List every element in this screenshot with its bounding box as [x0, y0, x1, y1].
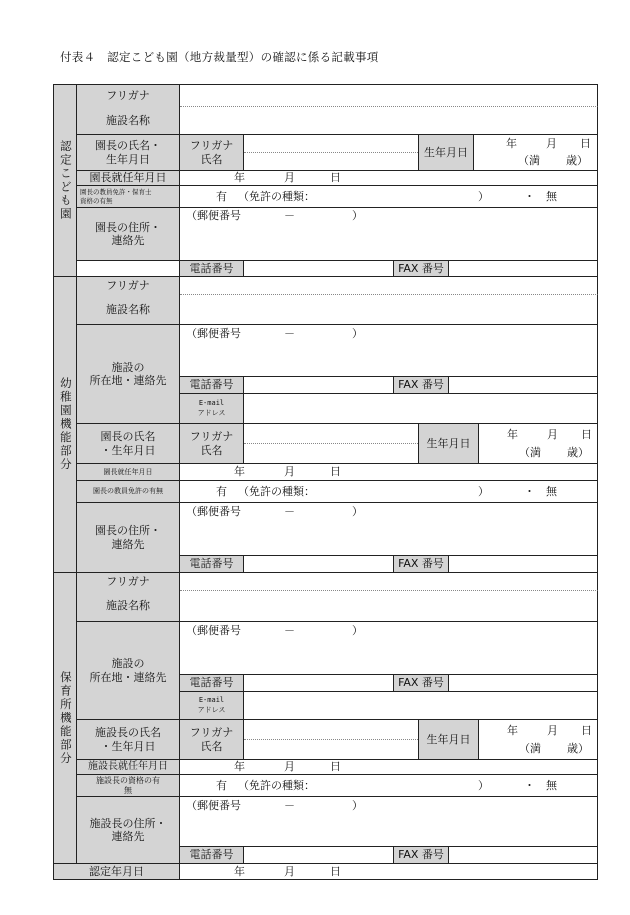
- kodomoen-phone-label: 電話番号: [180, 260, 244, 276]
- kodomoen-name-field[interactable]: [180, 107, 598, 134]
- approval-date-field[interactable]: 年 月 日: [180, 863, 598, 880]
- youchien-qualification-field[interactable]: 有 （免許の種類： ） ・ 無: [180, 480, 598, 502]
- kodomoen-address-label-bottom: [77, 260, 180, 276]
- kodomoen-fax-label: FAX 番号: [394, 260, 449, 276]
- youchien-phone-field[interactable]: [244, 376, 394, 393]
- youchien-side-label: 幼稚園機能部分: [53, 276, 77, 572]
- kodomoen-address-label: 園長の住所・ 連絡先: [77, 207, 180, 260]
- youchien-appointment-field[interactable]: 年 月 日: [180, 463, 598, 480]
- hoikusho-address-field[interactable]: （郵便番号 － ）: [180, 796, 598, 846]
- youchien-appointment-label: 園長就任年月日: [77, 463, 180, 480]
- youchien-address-phone-label: 電話番号: [180, 555, 244, 572]
- hoikusho-qualification-label: 施設長の資格の有 無: [77, 774, 180, 796]
- youchien-furigana-label: フリガナ: [77, 276, 180, 295]
- hoikusho-director-furigana-label: フリガナ 氏名: [180, 719, 244, 759]
- kodomoen-director-name-field[interactable]: [244, 134, 419, 170]
- kodomoen-birthdate-label: 生年月日: [419, 134, 474, 170]
- kodomoen-appointment-label: 園長就任年月日: [77, 170, 180, 185]
- kodomoen-director-name-label: 園長の氏名・ 生年月日: [77, 134, 180, 170]
- hoikusho-phone-label: 電話番号: [180, 674, 244, 691]
- hoikusho-fax-field[interactable]: [449, 674, 598, 691]
- youchien-birthdate-label: 生年月日: [419, 423, 479, 463]
- kodomoen-fax-field[interactable]: [449, 260, 598, 276]
- youchien-fax-field[interactable]: [449, 376, 598, 393]
- youchien-director-furigana-label: フリガナ 氏名: [180, 423, 244, 463]
- youchien-location-field[interactable]: （郵便番号 － ）: [180, 324, 598, 376]
- hoikusho-email-field[interactable]: [244, 691, 598, 719]
- youchien-address-fax-label: FAX 番号: [394, 555, 449, 572]
- youchien-director-name-field[interactable]: [244, 423, 419, 463]
- hoikusho-location-label: 施設の 所在地・連絡先: [77, 621, 180, 719]
- youchien-address-fax-field[interactable]: [449, 555, 598, 572]
- hoikusho-qualification-field[interactable]: 有 （免許の種類： ） ・ 無: [180, 774, 598, 796]
- youchien-fax-label: FAX 番号: [394, 376, 449, 393]
- youchien-email-field[interactable]: [244, 393, 598, 423]
- hoikusho-fax-label: FAX 番号: [394, 674, 449, 691]
- hoikusho-name-label: 施設名称: [77, 591, 180, 621]
- hoikusho-furigana-field[interactable]: [180, 572, 598, 591]
- hoikusho-birthdate-field[interactable]: 年 月 日 （満 歳）: [479, 719, 598, 759]
- approval-date-label: 認定年月日: [53, 863, 180, 880]
- kodomoen-appointment-field[interactable]: 年 月 日: [180, 170, 598, 185]
- youchien-address-field[interactable]: （郵便番号 － ）: [180, 502, 598, 555]
- kodomoen-birthdate-field[interactable]: 年 月 日 （満 歳）: [474, 134, 598, 170]
- hoikusho-address-phone-label: 電話番号: [180, 846, 244, 863]
- youchien-name-field[interactable]: [180, 295, 598, 324]
- kodomoen-name-label: 施設名称: [77, 107, 180, 134]
- youchien-address-phone-field[interactable]: [244, 555, 394, 572]
- hoikusho-address-fax-label: FAX 番号: [394, 846, 449, 863]
- youchien-furigana-field[interactable]: [180, 276, 598, 295]
- kodomoen-qualification-label: 園長の教員免許・保育士 資格の有無: [77, 185, 180, 207]
- hoikusho-name-field[interactable]: [180, 591, 598, 621]
- hoikusho-address-label: 施設長の住所・ 連絡先: [77, 796, 180, 863]
- youchien-birthdate-field[interactable]: 年 月 日 （満 歳）: [479, 423, 598, 463]
- hoikusho-appointment-label: 施設長就任年月日: [77, 759, 180, 774]
- youchien-qualification-label: 園長の教員免許の有無: [77, 480, 180, 502]
- hoikusho-furigana-label: フリガナ: [77, 572, 180, 591]
- hoikusho-location-field[interactable]: （郵便番号 － ）: [180, 621, 598, 674]
- kodomoen-furigana-label: フリガナ: [77, 84, 180, 107]
- hoikusho-director-name-label: 施設長の氏名 ・生年月日: [77, 719, 180, 759]
- youchien-email-label: E-mail アドレス: [180, 393, 244, 423]
- youchien-phone-label: 電話番号: [180, 376, 244, 393]
- kodomoen-side-label: 認定こども園: [53, 84, 77, 276]
- hoikusho-address-phone-field[interactable]: [244, 846, 394, 863]
- kodomoen-director-furigana-label: フリガナ 氏名: [180, 134, 244, 170]
- hoikusho-side-label: 保育所機能部分: [53, 572, 77, 863]
- kodomoen-phone-field[interactable]: [244, 260, 394, 276]
- form-table: [53, 84, 598, 880]
- youchien-address-label: 園長の住所・ 連絡先: [77, 502, 180, 572]
- hoikusho-phone-field[interactable]: [244, 674, 394, 691]
- hoikusho-address-fax-field[interactable]: [449, 846, 598, 863]
- youchien-director-name-label: 園長の氏名 ・生年月日: [77, 423, 180, 463]
- hoikusho-appointment-field[interactable]: 年 月 日: [180, 759, 598, 774]
- hoikusho-birthdate-label: 生年月日: [419, 719, 479, 759]
- hoikusho-email-label: E-mail アドレス: [180, 691, 244, 719]
- youchien-location-label: 施設の 所在地・連絡先: [77, 324, 180, 423]
- hoikusho-director-name-field[interactable]: [244, 719, 419, 759]
- page-title: 付表４ 認定こども園（地方裁量型）の確認に係る記載事項: [60, 50, 379, 64]
- kodomoen-furigana-field[interactable]: [180, 84, 598, 107]
- kodomoen-qualification-field[interactable]: 有 （免許の種類： ） ・ 無: [180, 185, 598, 207]
- youchien-name-label: 施設名称: [77, 295, 180, 324]
- kodomoen-address-field[interactable]: （郵便番号 － ）: [180, 207, 598, 260]
